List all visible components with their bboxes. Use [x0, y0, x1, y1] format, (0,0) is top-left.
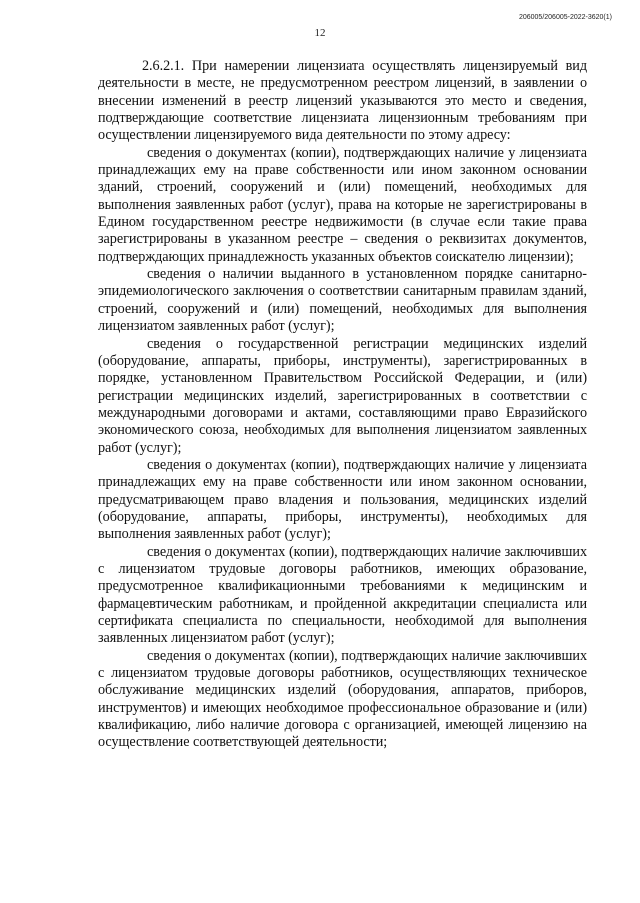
paragraph-device-registration: сведения о государственной регистрации медицинских изделий (оборудование, аппараты, приборы, инструменты), зарегистрированных в порядке, установленном Правительством Российской Федерации, и (или) регистрации медицинских изделий, зарегистрированных в соответствии с международными договорами и актами, составляющими право Евразийского экономического союза, необходимых для выполнения лицензиатом заявленных работ (услуг);	[98, 335, 587, 456]
paragraph-technical-staff: сведения о документах (копии), подтверждающих наличие заключивших с лицензиатом трудовые договоры работников, осуществляющих техническое обслуживание медицинских изделий (оборудования, аппаратов, приборов, инструментов) и имеющих необходимое профессиональное образование и (или) квалификацию, либо наличие договора с организацией, имеющей лицензию на осуществление соответствующей деятельности;	[98, 647, 587, 751]
paragraph-medical-staff: сведения о документах (копии), подтверждающих наличие заключивших с лицензиатом трудовые договоры работников, имеющих образование, предусмотренное квалификационными требованиями к медицинским и фармацевтическим работникам, и пройденной аккредитации специалиста или сертификата специалиста по специальности, необходимой для выполнения заявленных лицензиатом работ (услуг);	[98, 543, 587, 647]
paragraph-sanitary-conclusion: сведения о наличии выданного в установленном порядке санитарно-эпидемиологического заключения о соответствии санитарным правилам зданий, строений, сооружений и (или) помещений, необходимых для выполнения лицензиатом заявленных работ (услуг);	[98, 266, 587, 335]
page-number: 12	[314, 27, 326, 39]
paragraph-device-ownership: сведения о документах (копии), подтверждающих наличие у лицензиата принадлежащих ему на праве собственности или ином законном основании, предусматривающем право владения и пользования, медицинских изделий (оборудование, аппараты, приборы, инструменты), необходимых для выполнения заявленных работ (услуг);	[98, 456, 587, 543]
paragraph-premises-documents: сведения о документах (копии), подтверждающих наличие у лицензиата принадлежащих ему на праве собственности или ином законном основании зданий, строений, сооружений и (или) помещений, необходимых для выполнения заявленных работ (услуг), права на которые не зарегистрированы в Едином государственном реестре недвижимости (в случае если такие права зарегистрированы в указанном реестре – сведения о реквизитах документов, подтверждающих принадлежность указанных объектов соискателю лицензии);	[98, 144, 587, 265]
document-body	[98, 58, 587, 752]
paragraph-2-6-2-1: 2.6.2.1. При намерении лицензиата осуществлять лицензируемый вид деятельности в месте, не предусмотренном реестром лицензий, в заявлении о внесении изменений в реестр лицензий указываются это место и сведения, подтверждающие соответствие лицензиата лицензионным требованиям при осуществлении лицензируемого вида деятельности по этому адресу:	[98, 58, 587, 144]
document-code: 206005/206005-2022-3620(1)	[518, 14, 612, 21]
